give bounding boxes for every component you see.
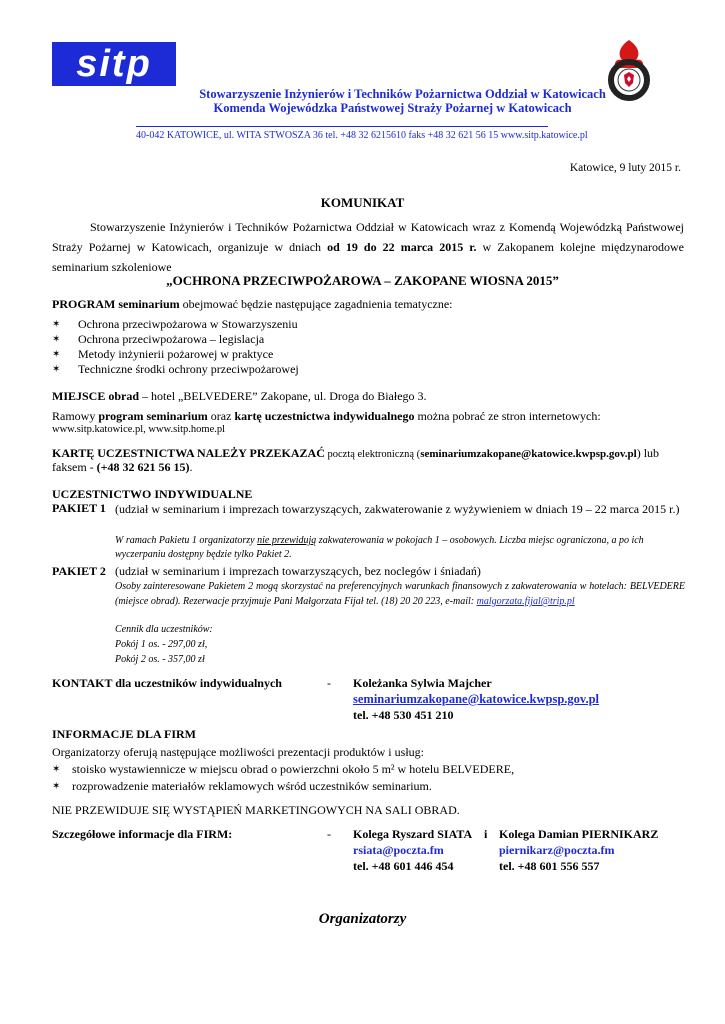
document-title: KOMUNIKAT: [320, 195, 405, 210]
registration-bold: KARTĘ UCZESTNICTWA NALEŻY PRZEKAZAĆ: [52, 446, 325, 460]
list-item: ✶ stoisko wystawiennicze w miejscu obrad o powierzchni około 5 m² w hotelu BELVEDERE,: [52, 761, 514, 778]
contact-1-name: Kolega Ryszard SIATA: [353, 827, 473, 841]
download-sites[interactable]: www.sitp.katowice.pl, www.sitp.home.pl: [52, 424, 226, 435]
download-line: [52, 409, 686, 424]
contact-name: Koleżanka Sylwia Majcher: [353, 676, 492, 690]
registration-line: [52, 446, 686, 461]
firms-intro: Organizatorzy oferują następujące możliwości prezentacji produktów i usług:: [52, 745, 424, 759]
note-text: Osoby zainteresowane Pakietem 2 mogą skorzystać na preferencyjnych warunkach finansowych z zakwaterowania w hotelach: BELVEDERE (miejsce obrad). Rezerwacje przyjmuje Pani Małgorzata Fijał tel. (18) 20 20 223, e-mail:: [115, 581, 685, 607]
sitp-logo: [52, 42, 176, 86]
contact-label: KONTAKT dla uczestników indywidualnych: [52, 676, 282, 690]
header-address: 40-042 KATOWICE, ul. WITA STWOSZA 36 tel. +48 32 6215610 faks +48 32 621 56 15 www.sitp.katowice.pl: [136, 130, 588, 141]
list-item: ✶ Techniczne środki ochrony przeciwpożarowej: [52, 362, 299, 377]
logo-text: sitp: [76, 43, 152, 85]
registration-text: pocztą elektroniczną (: [324, 449, 421, 460]
list-item: ✶ Ochrona przeciwpożarowa – legislacja: [52, 332, 299, 347]
contacts-separator: i: [484, 827, 488, 841]
contact-2-name: Kolega Damian PIERNIKARZ: [499, 827, 659, 841]
contact-1-email-link[interactable]: rsiata@poczta.fm: [353, 843, 444, 857]
hotel-email-link[interactable]: malgorzata.fijal@trip.pl: [476, 596, 575, 607]
program-intro: [52, 297, 453, 312]
package-1-text: (udział w seminarium i imprezach towarzyszących, zakwaterowanie z wyżywieniem w dniach 19 – 22 marca 2015 r.): [115, 502, 680, 516]
price-single: Pokój 1 os. - 297,00 zł,: [115, 639, 208, 650]
download-program: program seminarium: [98, 409, 208, 423]
header-divider: [136, 126, 548, 127]
package-2-note: [115, 579, 685, 609]
program-bold: PROGRAM seminarium: [52, 297, 180, 311]
organization-name: Stowarzyszenie Inżynierów i Techników Pożarnictwa Oddział w Katowicach: [199, 87, 606, 101]
price-double: Pokój 2 os. - 357,00 zł: [115, 654, 205, 665]
firm-details-dash: -: [327, 827, 331, 841]
document-date: Katowice, 9 luty 2015 r.: [569, 162, 681, 174]
note-text: zakwaterowania w pokojach 1 – osobowych. Liczba miejsc ograniczona, a po ich wyczerpaniu dostępny będzie tylko Pakiet 2.: [115, 535, 644, 560]
fax-text: faksem -: [52, 460, 97, 474]
package-1-note: [115, 534, 685, 562]
price-heading: Cennik dla uczestników:: [115, 624, 213, 635]
no-marketing-note: NIE PRZEWIDUJE SIĘ WYSTĄPIEŃ MARKETINGOWYCH NA SALI OBRAD.: [52, 803, 460, 817]
individual-heading: UCZESTNICTWO INDYWIDUALNE: [52, 487, 253, 501]
contact-2-email-link[interactable]: piernikarz@poczta.fm: [499, 843, 615, 857]
registration-fax-line: [52, 460, 193, 475]
intro-dates: od 19 do 22 marca 2015 r.: [327, 240, 477, 254]
venue-line: [52, 389, 427, 404]
note-text: W ramach Pakietu 1 organizatorzy: [115, 535, 258, 546]
signature-organizers: Organizatorzy: [318, 911, 407, 927]
contact-2-phone: tel. +48 601 556 557: [499, 859, 600, 873]
topics-list: [52, 317, 299, 377]
fax-number: (+48 32 621 56 15): [96, 460, 190, 474]
download-text: Ramowy: [52, 409, 99, 423]
package-2-text: (udział w seminarium i imprezach towarzyszących, bez noclegów i śniadań): [115, 564, 481, 578]
venue-bold: MIEJSCE obrad: [52, 389, 140, 403]
contact-1-phone: tel. +48 601 446 454: [353, 859, 454, 873]
package-1-label: PAKIET 1: [52, 501, 106, 515]
contact-email-link[interactable]: seminariumzakopane@katowice.kwpsp.gov.pl: [353, 692, 600, 706]
seminar-title: „OCHRONA PRZECIWPOŻAROWA – ZAKOPANE WIOSNA 2015”: [166, 273, 559, 288]
organization-name-2: Komenda Wojewódzka Państwowej Straży Pożarnej w Katowicach: [213, 101, 572, 115]
program-text: obejmować będzie następujące zagadnienia tematyczne:: [179, 297, 453, 311]
firms-heading: INFORMACJE DLA FIRM: [52, 727, 196, 741]
firm-details-label: Szczegółowe informacje dla FIRM:: [52, 827, 233, 841]
venue-text: – hotel „BELVEDERE” Zakopane, ul. Droga do Białego 3.: [139, 389, 427, 403]
firms-list: [52, 761, 514, 795]
list-item: ✶ Metody inżynierii pożarowej w praktyce: [52, 347, 299, 362]
contact-dash: -: [327, 676, 331, 690]
contact-phone: tel. +48 530 451 210: [353, 708, 454, 722]
intro-text-2: w Zakopanem kolejne międzynarodowe seminarium szkoleniowe: [52, 240, 685, 274]
download-text: można pobrać ze stron internetowych:: [414, 409, 601, 423]
registration-text: ) lub: [636, 446, 660, 460]
registration-email[interactable]: seminariumzakopane@katowice.kwpsp.gov.pl: [420, 448, 637, 460]
download-card: kartę uczestnictwa indywidualnego: [234, 409, 415, 423]
fax-end: .: [189, 460, 193, 474]
note-underline: nie przewidują: [257, 535, 317, 546]
intro-paragraph: [52, 217, 684, 277]
intro-text-1: Stowarzyszenie Inżynierów i Techników Pożarnictwa Oddział w Katowicach wraz z Komendą Wojewódzką Państwowej Straży Pożarnej w Katowicach, organizuje w dniach: [52, 220, 684, 254]
list-item: ✶ Ochrona przeciwpożarowa w Stowarzyszeniu: [52, 317, 299, 332]
list-item: ✶ rozprowadzenie materiałów reklamowych wśród uczestników seminarium.: [52, 778, 514, 795]
download-text: oraz: [207, 409, 235, 423]
package-2-label: PAKIET 2: [52, 564, 106, 578]
